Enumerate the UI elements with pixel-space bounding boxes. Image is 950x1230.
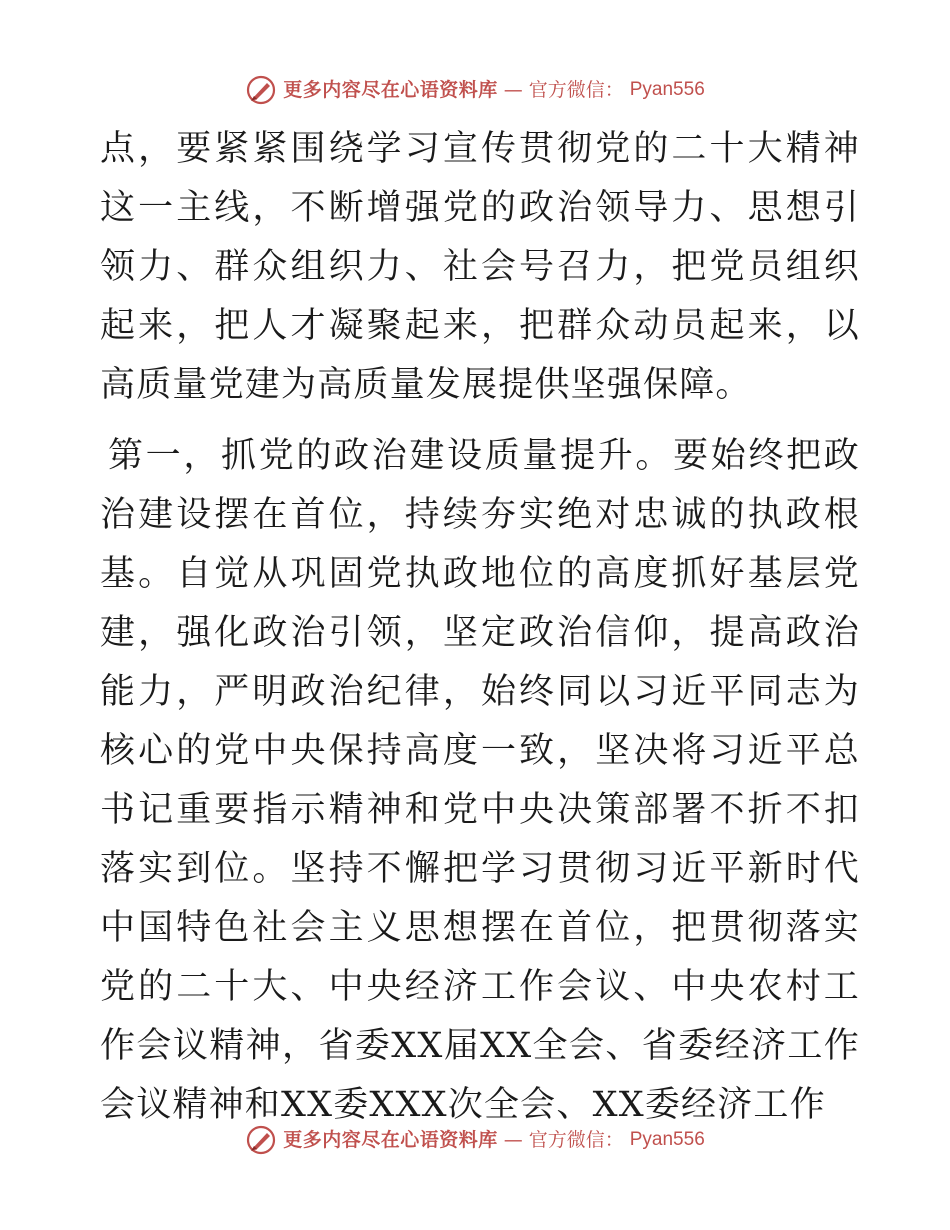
watermark-label: 官方微信： [528, 79, 624, 101]
watermark-label: 官方微信： [528, 1129, 624, 1151]
watermark-separator: — [503, 79, 523, 101]
quill-logo-icon [245, 1124, 277, 1156]
watermark-account: Pyan556 [629, 1129, 705, 1150]
watermark-brand: 更多内容尽在心语资料库 [283, 1129, 498, 1151]
footer-watermark [0, 1120, 950, 1160]
watermark-account: Pyan556 [629, 79, 705, 100]
paragraph-continuation: 点，要紧紧围绕学习宣传贯彻党的二十大精神这一主线，不断增强党的政治领导力、思想引领力、群众组织力、社会号召力，把党员组织起来，把人才凝聚起来，把群众动员起来，以高质量党建为高质量发展提供坚强保障。 [100, 129, 860, 405]
watermark-separator: — [503, 1129, 523, 1151]
document-body [100, 120, 860, 1135]
header-watermark [0, 70, 950, 110]
quill-logo-icon [245, 74, 277, 106]
paragraph-political-construction: 第一，抓党的政治建设质量提升。要始终把政治建设摆在首位，持续夯实绝对忠诚的执政根基。自觉从巩固党执政地位的高度抓好基层党建，强化政治引领，坚定政治信仰，提高政治能力，严明政治纪律，始终同以习近平同志为核心的党中央保持高度一致，坚决将习近平总书记重要指示精神和党中央决策部署不折不扣落实到位。坚持不懈把学习贯彻习近平新时代中国特色社会主义思想摆在首位，把贯彻落实党的二十大、中央经济工作会议、中央农村工作会议精神，省委XX届XX全会、省委经济工作会议精神和XX委XXX次全会、XX委经济工作 [100, 436, 860, 1125]
watermark-brand: 更多内容尽在心语资料库 [283, 79, 498, 101]
